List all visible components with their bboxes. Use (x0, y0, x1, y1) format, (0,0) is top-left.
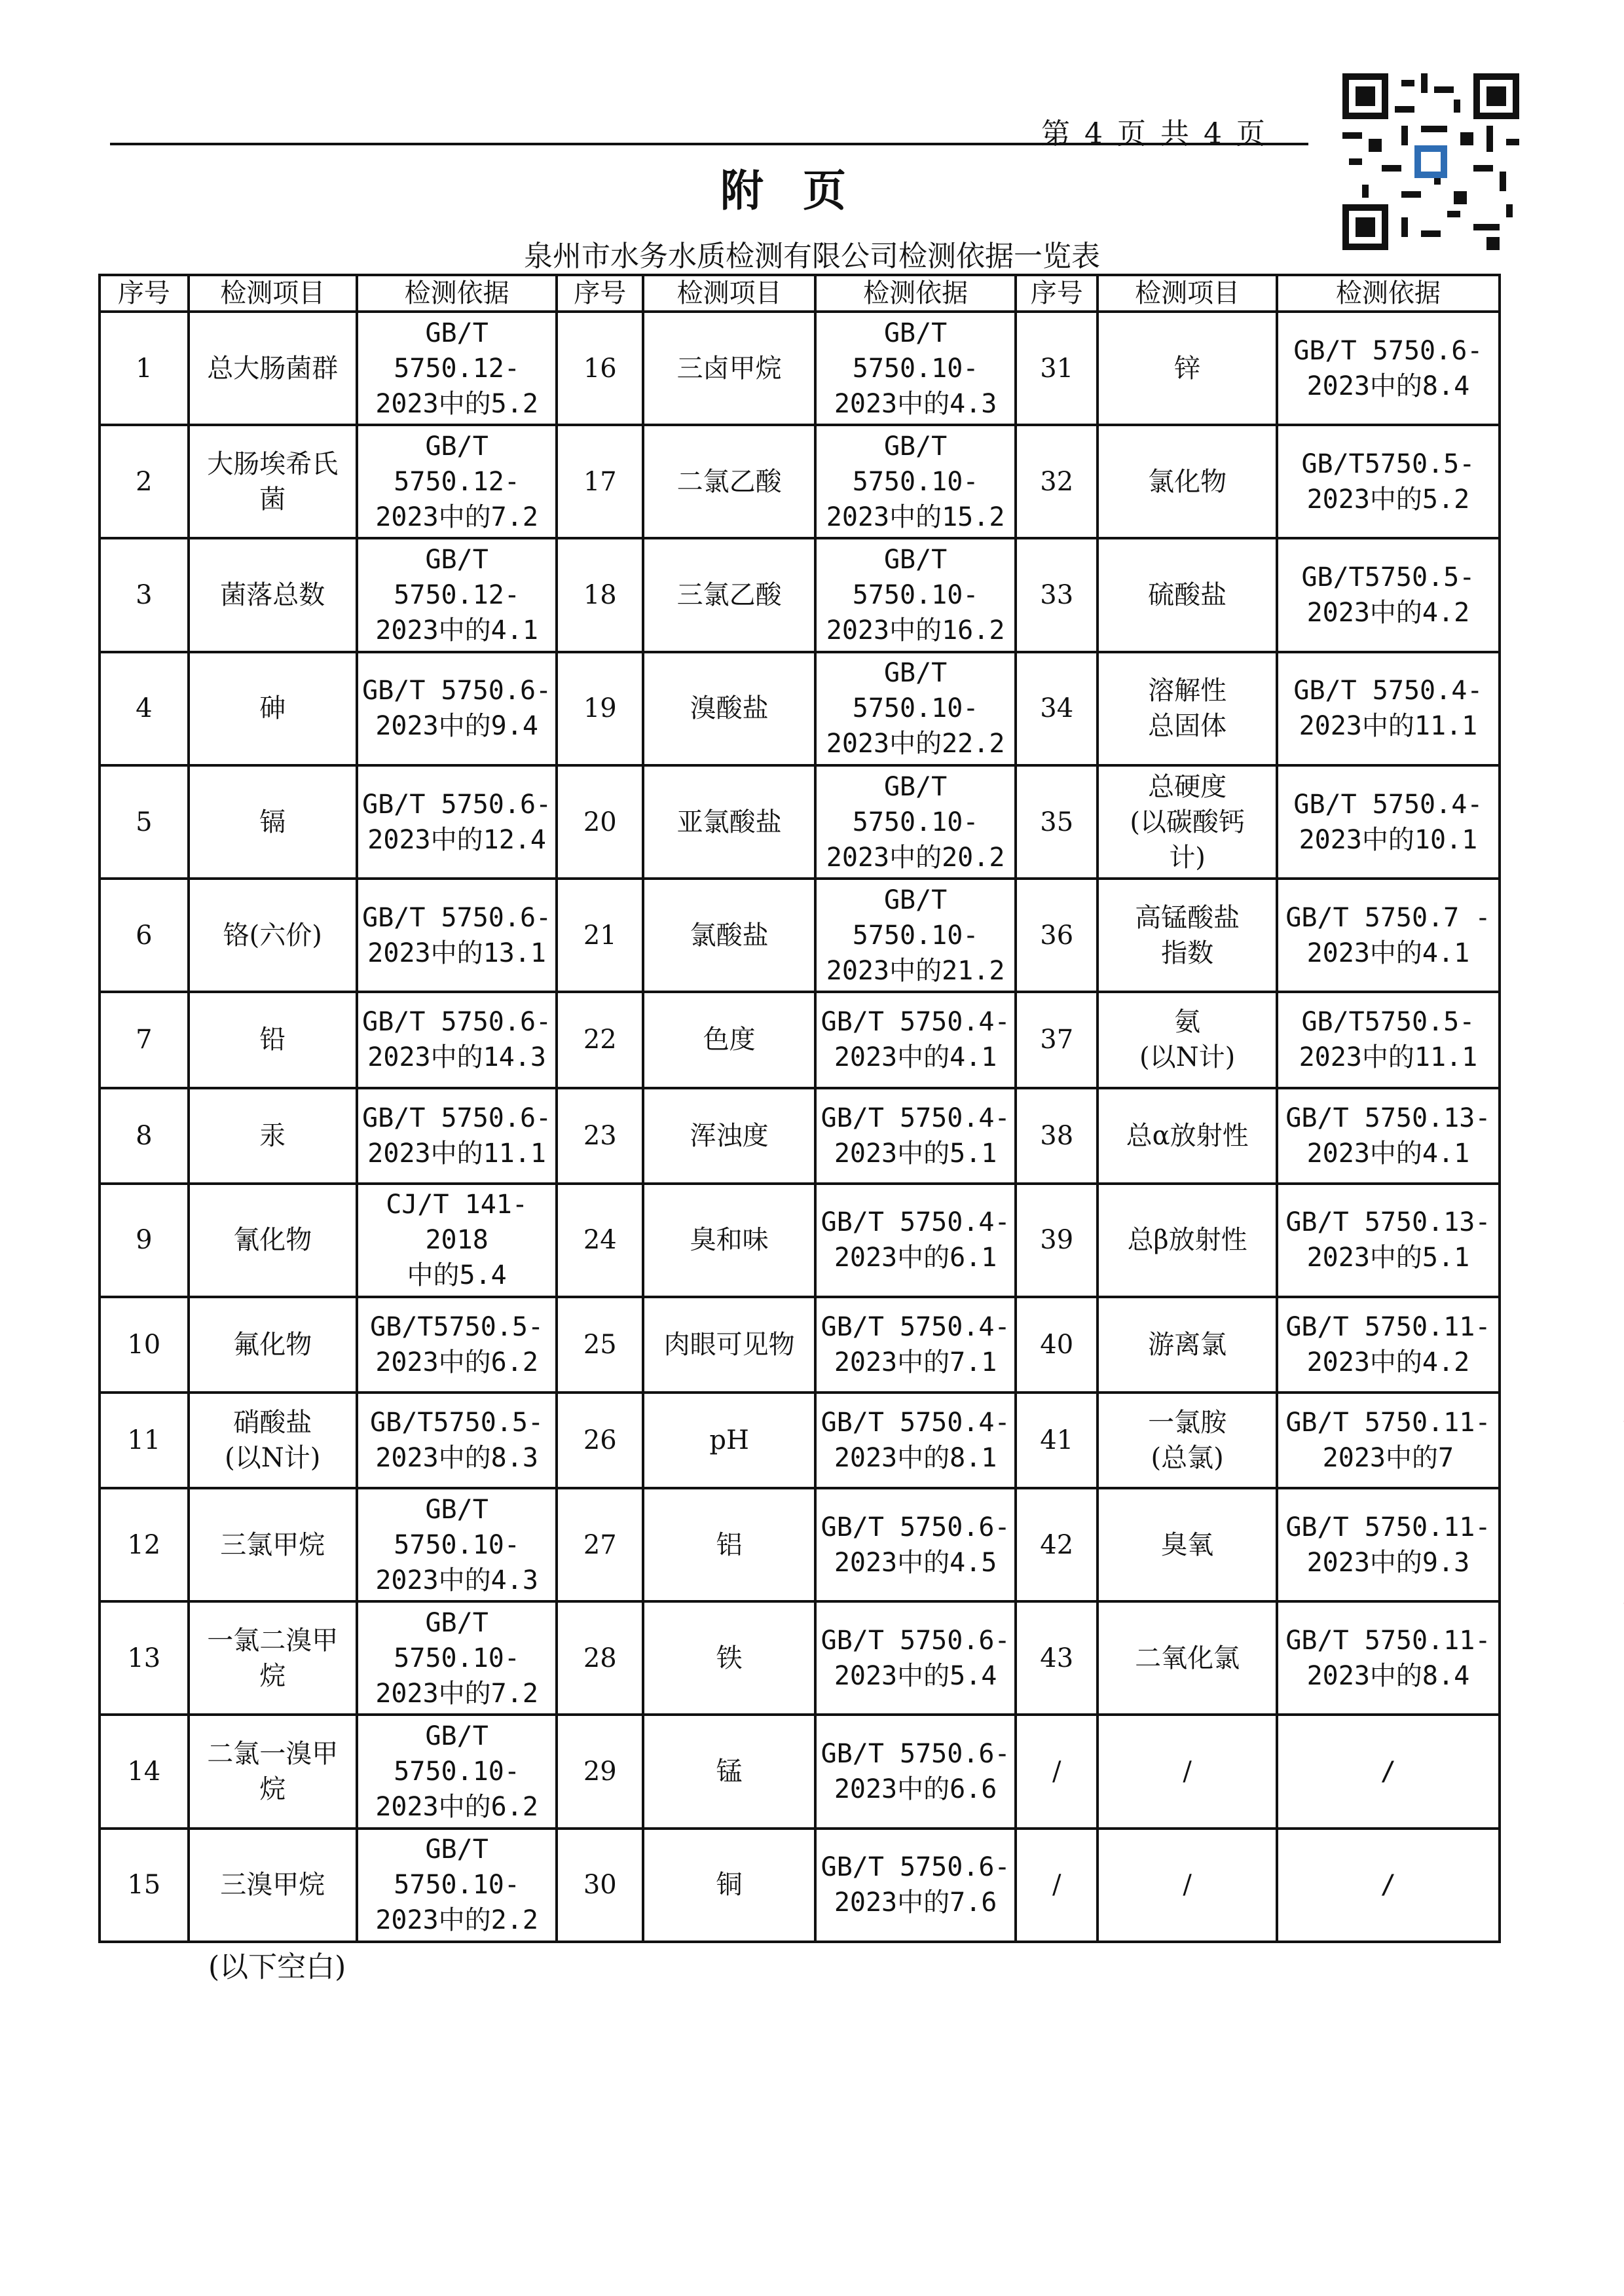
serial-number-cell: 10 (100, 1297, 189, 1393)
test-basis-cell: / (1277, 1715, 1500, 1828)
table-row (100, 992, 1500, 1087)
table-row (100, 879, 1500, 992)
serial-number-cell: 17 (557, 425, 643, 538)
test-item-cell: 三卤甲烷 (643, 312, 815, 425)
test-basis-cell: GB/T 5750.6- 2023中的7.6 (815, 1829, 1016, 1942)
test-basis-cell: GB/T 5750.4- 2023中的10.1 (1277, 765, 1500, 879)
test-basis-cell: GB/T 5750.6- 2023中的12.4 (357, 765, 557, 879)
test-item-cell: 氯酸盐 (643, 879, 815, 992)
test-basis-cell: GB/T 5750.4- 2023中的6.1 (815, 1184, 1016, 1297)
test-item-cell: 菌落总数 (189, 538, 357, 651)
test-item-cell: 铜 (643, 1829, 815, 1942)
serial-number-cell: 34 (1016, 652, 1098, 765)
serial-number-cell: 30 (557, 1829, 643, 1942)
test-basis-cell: GB/T 5750.7 - 2023中的4.1 (1277, 879, 1500, 992)
test-basis-cell: GB/T 5750.6- 2023中的13.1 (357, 879, 557, 992)
serial-number-cell: 9 (100, 1184, 189, 1297)
test-item-cell: 臭和味 (643, 1184, 815, 1297)
test-basis-cell: GB/T5750.5- 2023中的11.1 (1277, 992, 1500, 1087)
test-item-cell: 游离氯 (1098, 1297, 1276, 1393)
serial-number-cell: 18 (557, 538, 643, 651)
test-basis-cell: GB/T 5750.10- 2023中的4.3 (815, 312, 1016, 425)
serial-number-cell: 23 (557, 1088, 643, 1184)
test-basis-cell: GB/T 5750.13- 2023中的5.1 (1277, 1184, 1500, 1297)
column-header: 检测依据 (815, 275, 1016, 312)
test-basis-cell: GB/T 5750.10- 2023中的7.2 (357, 1601, 557, 1715)
test-item-cell: 浑浊度 (643, 1088, 815, 1184)
test-item-cell: 氰化物 (189, 1184, 357, 1297)
page-title: 附页 (720, 165, 885, 216)
test-item-cell: / (1098, 1829, 1276, 1942)
test-basis-cell: GB/T 5750.6- 2023中的4.5 (815, 1488, 1016, 1601)
serial-number-cell: / (1016, 1829, 1098, 1942)
test-item-cell: 总β放射性 (1098, 1184, 1276, 1297)
test-item-cell: 铬(六价) (189, 879, 357, 992)
serial-number-cell: 25 (557, 1297, 643, 1393)
test-item-cell: 大肠埃希氏 菌 (189, 425, 357, 538)
serial-number-cell: 20 (557, 765, 643, 879)
test-item-cell: 三溴甲烷 (189, 1829, 357, 1942)
test-item-cell: 溶解性 总固体 (1098, 652, 1276, 765)
test-basis-cell: GB/T 5750.10- 2023中的15.2 (815, 425, 1016, 538)
serial-number-cell: 43 (1016, 1601, 1098, 1715)
test-basis-cell: GB/T 5750.11- 2023中的8.4 (1277, 1601, 1500, 1715)
test-item-cell: 铁 (643, 1601, 815, 1715)
serial-number-cell: 13 (100, 1601, 189, 1715)
column-header: 检测依据 (1277, 275, 1500, 312)
test-basis-cell: / (1277, 1829, 1500, 1942)
test-item-cell: 硝酸盐 (以N计) (189, 1393, 357, 1488)
testing-basis-table (98, 274, 1501, 1943)
column-header: 检测项目 (643, 275, 815, 312)
test-item-cell: 砷 (189, 652, 357, 765)
column-header: 检测项目 (189, 275, 357, 312)
column-header: 序号 (100, 275, 189, 312)
table-row (100, 1297, 1500, 1393)
test-basis-cell: GB/T 5750.6- 2023中的6.6 (815, 1715, 1016, 1828)
test-basis-cell: GB/T 5750.6- 2023中的5.4 (815, 1601, 1016, 1715)
test-basis-cell: GB/T5750.5- 2023中的4.2 (1277, 538, 1500, 651)
test-basis-cell: GB/T 5750.11- 2023中的7 (1277, 1393, 1500, 1488)
test-basis-cell: GB/T 5750.10- 2023中的4.3 (357, 1488, 557, 1601)
test-basis-cell: GB/T 5750.6- 2023中的9.4 (357, 652, 557, 765)
table-row (100, 425, 1500, 538)
test-basis-cell: GB/T 5750.10- 2023中的22.2 (815, 652, 1016, 765)
serial-number-cell: 33 (1016, 538, 1098, 651)
serial-number-cell: 5 (100, 765, 189, 879)
test-item-cell: 铅 (189, 992, 357, 1087)
test-basis-cell: GB/T 5750.12- 2023中的5.2 (357, 312, 557, 425)
test-basis-cell: GB/T 5750.13- 2023中的4.1 (1277, 1088, 1500, 1184)
table-row (100, 1715, 1500, 1828)
test-basis-cell: GB/T 5750.10- 2023中的2.2 (357, 1829, 557, 1942)
test-item-cell: 二氯乙酸 (643, 425, 815, 538)
test-item-cell: 铝 (643, 1488, 815, 1601)
table-row (100, 1393, 1500, 1488)
serial-number-cell: 42 (1016, 1488, 1098, 1601)
test-item-cell: 臭氧 (1098, 1488, 1276, 1601)
test-item-cell: 镉 (189, 765, 357, 879)
serial-number-cell: / (1016, 1715, 1098, 1828)
serial-number-cell: 2 (100, 425, 189, 538)
test-basis-cell: GB/T 5750.4- 2023中的7.1 (815, 1297, 1016, 1393)
table-row (100, 538, 1500, 651)
test-basis-cell: GB/T 5750.10- 2023中的21.2 (815, 879, 1016, 992)
test-basis-cell: GB/T 5750.10- 2023中的6.2 (357, 1715, 557, 1828)
serial-number-cell: 8 (100, 1088, 189, 1184)
serial-number-cell: 1 (100, 312, 189, 425)
test-basis-cell: GB/T 5750.6- 2023中的14.3 (357, 992, 557, 1087)
serial-number-cell: 36 (1016, 879, 1098, 992)
test-basis-cell: GB/T5750.5- 2023中的5.2 (1277, 425, 1500, 538)
serial-number-cell: 21 (557, 879, 643, 992)
test-item-cell: 硫酸盐 (1098, 538, 1276, 651)
test-item-cell: 氨 (以N计) (1098, 992, 1276, 1087)
serial-number-cell: 32 (1016, 425, 1098, 538)
test-basis-cell: GB/T 5750.4- 2023中的5.1 (815, 1088, 1016, 1184)
serial-number-cell: 22 (557, 992, 643, 1087)
blank-below-note: (以下空白) (208, 1950, 346, 1984)
column-header: 检测依据 (357, 275, 557, 312)
serial-number-cell: 27 (557, 1488, 643, 1601)
test-item-cell: 三氯乙酸 (643, 538, 815, 651)
serial-number-cell: 26 (557, 1393, 643, 1488)
test-item-cell: 锰 (643, 1715, 815, 1828)
test-item-cell: 色度 (643, 992, 815, 1087)
serial-number-cell: 7 (100, 992, 189, 1087)
serial-number-cell: 14 (100, 1715, 189, 1828)
table-row (100, 652, 1500, 765)
serial-number-cell: 12 (100, 1488, 189, 1601)
test-basis-cell: GB/T 5750.4- 2023中的11.1 (1277, 652, 1500, 765)
serial-number-cell: 24 (557, 1184, 643, 1297)
test-basis-cell: CJ/T 141-2018 中的5.4 (357, 1184, 557, 1297)
serial-number-cell: 31 (1016, 312, 1098, 425)
test-item-cell: 亚氯酸盐 (643, 765, 815, 879)
test-basis-cell: GB/T 5750.4- 2023中的4.1 (815, 992, 1016, 1087)
serial-number-cell: 11 (100, 1393, 189, 1488)
test-item-cell: 肉眼可见物 (643, 1297, 815, 1393)
table-caption: 泉州市水务水质检测有限公司检测依据一览表 (524, 240, 1100, 273)
table-row (100, 1829, 1500, 1942)
serial-number-cell: 3 (100, 538, 189, 651)
serial-number-cell: 40 (1016, 1297, 1098, 1393)
test-basis-cell: GB/T 5750.10- 2023中的16.2 (815, 538, 1016, 651)
serial-number-cell: 19 (557, 652, 643, 765)
test-item-cell: 总硬度 (以碳酸钙 计) (1098, 765, 1276, 879)
test-item-cell: / (1098, 1715, 1276, 1828)
table-row (100, 1601, 1500, 1715)
test-item-cell: 锌 (1098, 312, 1276, 425)
serial-number-cell: 6 (100, 879, 189, 992)
serial-number-cell: 37 (1016, 992, 1098, 1087)
test-basis-cell: GB/T 5750.11- 2023中的4.2 (1277, 1297, 1500, 1393)
test-basis-cell: GB/T 5750.11- 2023中的9.3 (1277, 1488, 1500, 1601)
test-item-cell: pH (643, 1393, 815, 1488)
test-item-cell: 二氯一溴甲 烷 (189, 1715, 357, 1828)
test-item-cell: 汞 (189, 1088, 357, 1184)
table-row (100, 765, 1500, 879)
test-item-cell: 二氧化氯 (1098, 1601, 1276, 1715)
test-basis-cell: GB/T5750.5- 2023中的8.3 (357, 1393, 557, 1488)
test-basis-cell: GB/T 5750.6- 2023中的11.1 (357, 1088, 557, 1184)
table-row (100, 312, 1500, 425)
test-basis-cell: GB/T5750.5- 2023中的6.2 (357, 1297, 557, 1393)
serial-number-cell: 38 (1016, 1088, 1098, 1184)
serial-number-cell: 39 (1016, 1184, 1098, 1297)
test-item-cell: 氯化物 (1098, 425, 1276, 538)
table-header-row (100, 275, 1500, 312)
table-row (100, 1488, 1500, 1601)
serial-number-cell: 35 (1016, 765, 1098, 879)
column-header: 检测项目 (1098, 275, 1276, 312)
test-item-cell: 溴酸盐 (643, 652, 815, 765)
test-basis-cell: GB/T 5750.10- 2023中的20.2 (815, 765, 1016, 879)
test-item-cell: 一氯胺 (总氯) (1098, 1393, 1276, 1488)
column-header: 序号 (1016, 275, 1098, 312)
test-basis-cell: GB/T 5750.4- 2023中的8.1 (815, 1393, 1016, 1488)
test-basis-cell: GB/T 5750.12- 2023中的7.2 (357, 425, 557, 538)
serial-number-cell: 4 (100, 652, 189, 765)
test-item-cell: 三氯甲烷 (189, 1488, 357, 1601)
test-item-cell: 氟化物 (189, 1297, 357, 1393)
serial-number-cell: 29 (557, 1715, 643, 1828)
test-item-cell: 总α放射性 (1098, 1088, 1276, 1184)
page-counter: 第 4 页 共 4 页 (1041, 117, 1268, 151)
serial-number-cell: 16 (557, 312, 643, 425)
header-rule (110, 143, 1308, 145)
test-basis-cell: GB/T 5750.6- 2023中的8.4 (1277, 312, 1500, 425)
qr-code-icon (1342, 73, 1519, 250)
test-item-cell: 高锰酸盐 指数 (1098, 879, 1276, 992)
serial-number-cell: 28 (557, 1601, 643, 1715)
test-item-cell: 总大肠菌群 (189, 312, 357, 425)
serial-number-cell: 15 (100, 1829, 189, 1942)
test-basis-cell: GB/T 5750.12- 2023中的4.1 (357, 538, 557, 651)
test-item-cell: 一氯二溴甲 烷 (189, 1601, 357, 1715)
serial-number-cell: 41 (1016, 1393, 1098, 1488)
table-row (100, 1088, 1500, 1184)
table-row (100, 1184, 1500, 1297)
company-seal-stamp (1506, 1394, 1624, 1630)
column-header: 序号 (557, 275, 643, 312)
